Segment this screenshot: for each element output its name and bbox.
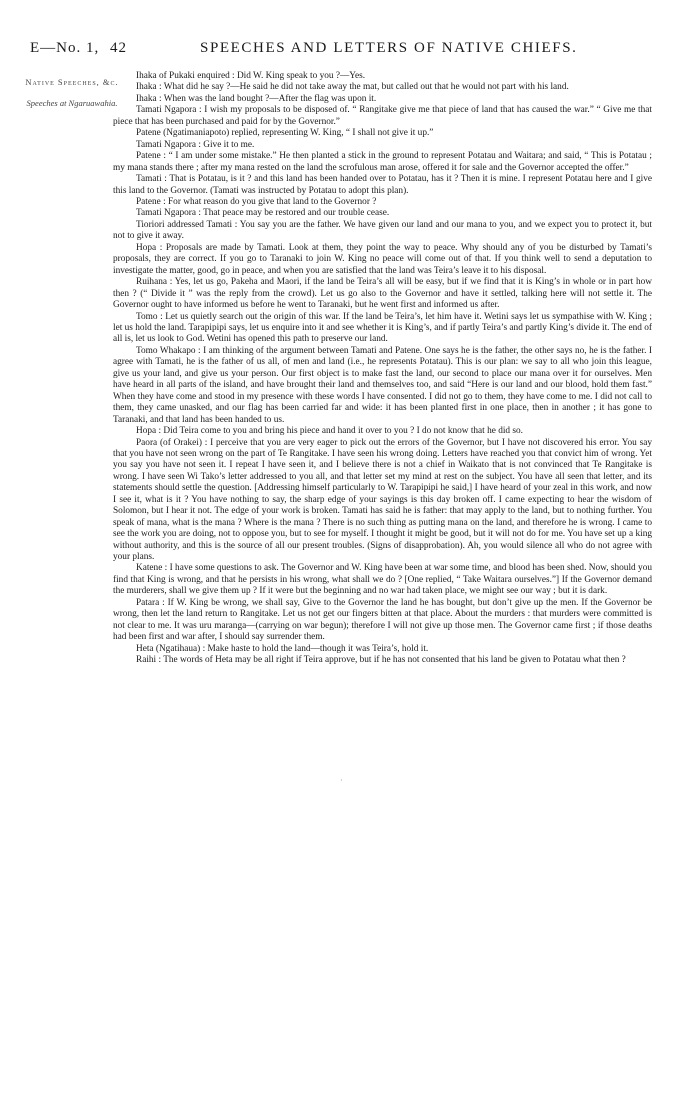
paragraph: Hopa : Proposals are made by Tamati. Look at them, they point the way to peace. Why should any of you be disturbed by Tamati’s proposals, they are correct. If you go to Taranaki to join W. King no peace will come out of that. If you think well to send a deputation to investigate the matter, good, go in peace, and when you are satisfied that the land was Teira’s leave it to his disposal. bbox=[113, 242, 652, 276]
page-mark: · bbox=[340, 776, 343, 785]
paragraph: Patene (Ngatimaniapoto) replied, representing W. King, “ I shall not give it up.” bbox=[136, 128, 434, 139]
paragraph: Tomo : Let us quietly search out the origin of this war. If the land be Teira’s, let him have it. Wetini says let us sympathise with W. King ; let us hold the land. Tarapipipi says, let us enquire into it and see whether it is King’s, and if partly Teira’s and partly King’s divide it. The end of all is, let us look to God. Wetini has opened this path to preserve our land. bbox=[113, 311, 652, 345]
paragraph: Ihaka : What did he say ?—He said he did not take away the mat, but called out that he would not part with his land. bbox=[136, 82, 569, 93]
margin-notes bbox=[22, 77, 122, 109]
page-number: 42 bbox=[110, 40, 127, 56]
paragraph: Heta (Ngatihaua) : Make haste to hold the land—though it was Teira’s, hold it. bbox=[136, 643, 429, 654]
paragraph: Patene : For what reason do you give that land to the Governor ? bbox=[136, 196, 377, 207]
paragraph: Tamati Ngapora : Give it to me. bbox=[136, 139, 255, 150]
paragraph: Patara : If W. King be wrong, we shall say, Give to the Governor the land he has bought, but don’t give up the men. If the Governor be wrong, then let the land return to Rangitake. Let us not get our fingers bitten at that place. About the murders : that murders were committed is not clear to me. It was uru maranga—(carrying on war begun); therefore I will not give up those men. The Governor came first ; if those deaths had been first and war after, I should say surrender them. bbox=[113, 597, 652, 643]
paragraph: Katene : I have some questions to ask. The Governor and W. King have been at war some time, and blood has been shed. Now, should you find that King is wrong, and that he persists in his wrong, what shall we do ? [One replied, “ Take Waitara ourselves.”] If the Governor demand the murderers, shall we give them up ? If it were but the beginning and no war had taken place, we might see our way ; but it is dark. bbox=[113, 563, 652, 597]
paragraph: Tioriori addressed Tamati : You say you are the father. We have given our land and our mana to you, and we expect you to protect it, but not to give it away. bbox=[113, 219, 652, 242]
paragraph: Tomo Whakapo : I am thinking of the argument between Tamati and Patene. One says he is the father, the other says no, he is the father. I agree with Tamati, he is the father of us all, of men and land (i.e., he represents Potatau). This is our plan: we say to all who join this league, give us your land, and give us your person. Our first object is to make fast the land, our second to place our mana over it for ourselves. Men have heard in all parts of the island, and have brought their land and themselves too, and said “Here is our land and our blood, hold them fast.” When they have come and stood in my presence with these words I have consented. I did not go to them, they have come to me. I did not call to them, they came unasked, and our flag has been carried far and wide: it has been planted first in one place, then in another ; it has gone to Taranaki, and that land has been handed to us. bbox=[113, 345, 652, 425]
paragraph: Ruihana : Yes, let us go, Pakeha and Maori, if the land be Teira’s all will be easy, but if we find that it is King’s in whole or in part how then ? (“ Divide it ” was the reply from the crowd). Let us go also to the Governor and have it settled, talking here will not settle it. The Governor ought to have informed us before he went to Taranaki, but he went first and informed us after. bbox=[113, 277, 652, 311]
margin-subsection-label: Speeches at Ngaruawahia. bbox=[26, 98, 118, 108]
paragraph: Paora (of Orakei) : I perceive that you are very eager to pick out the errors of the Governor, but I have not discovered his error. You say that you have not seen wrong on the part of Te Rangitake. I have seen his wrong doing. Letters have reached you that convict him of wrong. Yet you say you have not seen it. I repeat I have seen it, and I believe there is not a chief in Waikato that is not convinced that Te Rangitake is wrong. I have seen Wi Tako’s letter addressed to you all, and that letter set my mind at rest on the subject. You have all seen that letter, and its statements should settle the question. [Addressing himself particularly to W. Tarapipipi he said,] I have heard of your zeal in this work, and now I see it, what is it ? You have nothing to say, the sharp edge of your sayings is this day broken off. I came expecting to hear the wisdom of Solomon, but I hear it not. The edge of your work is broken. Tamati has said he is father: that may apply to the land, but to nothing further. You speak of mana, what is the mana ? Where is the mana ? There is no such thing as putting mana on the land, and therefore he is wrong. I came to see the work you are doing, not to oppose you, but to see for myself. I thought it might be good, but it will not do for me. You have set up a king without authority, and this is the source of all our present troubles. (Signs of disapprobation). Ah, you would silence all who do not agree with your plans. bbox=[113, 437, 652, 563]
document-reference: E—No. 1, bbox=[30, 40, 100, 56]
page-title: SPEECHES AND LETTERS OF NATIVE CHIEFS. bbox=[200, 40, 578, 56]
paragraph: Raihi : The words of Heta may be all right if Teira approve, but if he has not consented that his land be given to Potatau what then ? bbox=[136, 655, 626, 666]
paragraph: Tamati Ngapora : I wish my proposals to be disposed of. “ Rangitake give me that piece of land that has caused the war.” “ Give me that piece that has been purchased and paid for by the Governor.” bbox=[113, 105, 652, 127]
paragraph: Ihaka : When was the land bought ?—After the flag was upon it. bbox=[136, 93, 377, 104]
speech-transcript bbox=[113, 71, 652, 667]
paragraph: Ihaka of Pukaki enquired : Did W. King speak to you ?—Yes. bbox=[136, 71, 366, 81]
paragraph: Patene : “ I am under some mistake.” He then planted a stick in the ground to represent Potatau and Waitara; and said, “ This is Potatau ; my mana stands there ; after my mana rested on the land the scrofulous man arose, offered it for sale and the Governor accepted the offer.” bbox=[113, 151, 652, 173]
paragraph: Hopa : Did Teira come to you and bring his piece and hand it over to you ? I do not know that he did so. bbox=[136, 426, 523, 437]
paragraph: Tamati : That is Potatau, is it ? and this land has been handed over to Potatau, has it ? Then it is mine. I represent Potatau here and I give this land to the Governor. (Tamati was instructed by Potatau to adopt this plan). bbox=[113, 174, 652, 196]
margin-section-label: Native Speeches, &c. bbox=[25, 77, 119, 87]
page-header bbox=[30, 40, 670, 64]
paragraph: Tamati Ngapora : That peace may be restored and our trouble cease. bbox=[136, 208, 390, 219]
